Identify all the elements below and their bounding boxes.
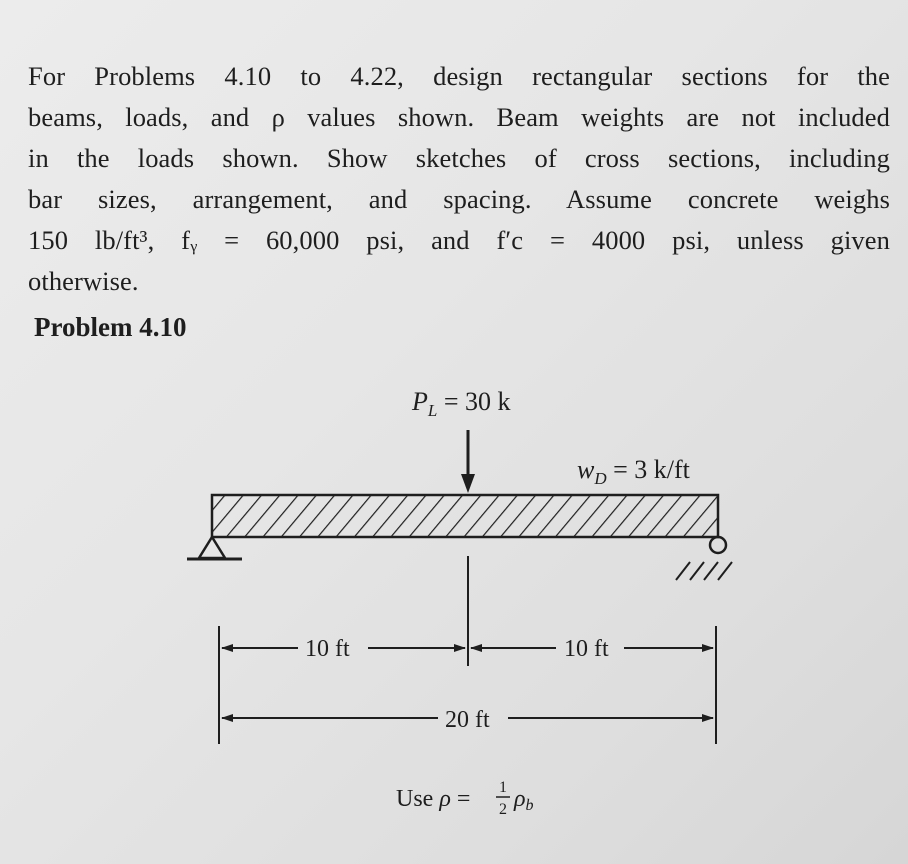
distributed-load-label: $w_D = 3$ k/ft	[577, 455, 690, 488]
statement-line-4: bar sizes, arrangement, and spacing. Assume concrete weighs	[28, 184, 890, 214]
svg-text:Use ρ =: Use ρ =	[396, 786, 471, 812]
pin-support	[187, 537, 242, 559]
fraction-numerator: 1	[499, 779, 507, 796]
reinforcement-ratio-note	[396, 779, 534, 818]
statement-line-2: beams, loads, and ρ values shown. Beam weights are not included	[28, 102, 890, 132]
roller-support	[676, 537, 732, 580]
svg-text:ρb: ρb	[514, 786, 534, 814]
point-load-arrow	[461, 430, 475, 493]
statement-line-5: 150 lb/ft³, fᵧ = 60,000 psi, and f′c = 4000 psi, unless given	[28, 225, 890, 255]
statement-line-6: otherwise.	[28, 266, 139, 296]
right-span-label: 10 ft	[564, 636, 609, 662]
total-span-label: 20 ft	[445, 707, 490, 733]
beam	[212, 495, 718, 537]
left-span-label: 10 ft	[305, 636, 350, 662]
fraction-denominator: 2	[499, 801, 507, 818]
point-load-label: $P_L = 30$ k	[412, 387, 511, 420]
statement-line-3: in the loads shown. Show sketches of cross sections, including	[28, 143, 890, 173]
problem-heading: Problem 4.10	[34, 312, 187, 342]
statement-line-1: For Problems 4.10 to 4.22, design rectangular sections for the	[28, 61, 890, 91]
